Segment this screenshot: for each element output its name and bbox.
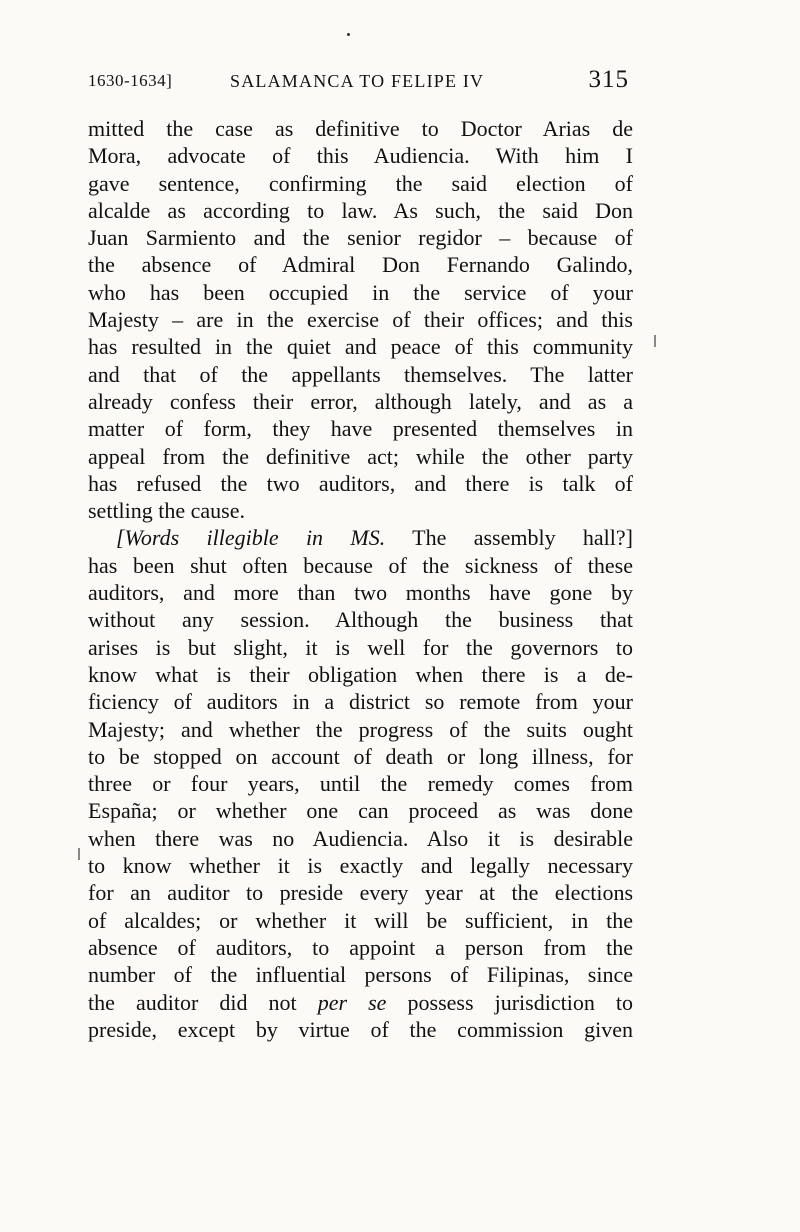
text-fragment: possess jurisdiction to xyxy=(386,989,633,1015)
text-line xyxy=(88,989,633,1016)
text-line: Mora, advocate of this Audiencia. With him I xyxy=(88,143,633,169)
text-line: when there was no Audiencia. Also it is desirable xyxy=(88,825,633,851)
text-line: España; or whether one can proceed as was done xyxy=(88,798,633,824)
text-line: Majesty – are in the exercise of their offices; and this xyxy=(88,307,633,333)
text-line: to know whether it is exactly and legally necessary xyxy=(88,853,633,879)
body-text xyxy=(88,115,633,1043)
text-line: and that of the appellants themselves. The latter xyxy=(88,361,633,387)
page-number: 315 xyxy=(588,66,629,93)
paragraph-1 xyxy=(88,115,633,524)
text-line: three or four years, until the remedy comes from xyxy=(88,771,633,797)
text-line: of alcaldes; or whether it will be sufficient, in the xyxy=(88,907,633,933)
text-line: absence of auditors, to appoint a person from the xyxy=(88,934,633,960)
text-line xyxy=(88,524,633,551)
text-line: appeal from the definitive act; while the other party xyxy=(88,443,633,469)
text-line: number of the influential persons of Filipinas, since xyxy=(88,962,633,988)
margin-mark xyxy=(78,848,80,860)
text-fragment: The assembly hall?] xyxy=(385,525,633,551)
text-line: the absence of Admiral Don Fernando Galindo, xyxy=(88,252,633,278)
text-line: ficiency of auditors in a district so remote from your xyxy=(88,689,633,715)
text-line: preside, except by virtue of the commission given xyxy=(88,1016,633,1042)
text-line: Majesty; and whether the progress of the suits ought xyxy=(88,716,633,742)
text-line: has been shut often because of the sickness of these xyxy=(88,552,633,578)
text-line: has refused the two auditors, and there is talk of xyxy=(88,470,633,496)
running-head xyxy=(88,66,633,96)
text-line: for an auditor to preside every year at the elections xyxy=(88,880,633,906)
text-line: matter of form, they have presented themselves in xyxy=(88,416,633,442)
text-line: know what is their obligation when there is a de- xyxy=(88,661,633,687)
text-line: without any session. Although the business that xyxy=(88,607,633,633)
text-line: gave sentence, confirming the said election of xyxy=(88,170,633,196)
text-line: mitted the case as definitive to Doctor Arias de xyxy=(88,116,633,141)
running-head-title: SALAMANCA TO FELIPE IV xyxy=(230,71,485,91)
text-line: Juan Sarmiento and the senior regidor – because of xyxy=(88,225,633,251)
latin-phrase: per se xyxy=(317,989,387,1015)
text-fragment: the auditor did not xyxy=(88,989,318,1015)
text-line: who has been occupied in the service of your xyxy=(88,279,633,305)
text-line: settling the cause. xyxy=(88,498,246,524)
paragraph-2 xyxy=(88,524,633,1043)
text-line: already confess their error, although lately, and as a xyxy=(88,388,633,414)
running-head-years: 1630-1634] xyxy=(88,71,173,90)
margin-mark xyxy=(654,335,656,347)
text-line: arises is but slight, it is well for the governors to xyxy=(88,634,633,660)
editorial-note: [Words illegible in MS. xyxy=(116,525,386,551)
text-line: has resulted in the quiet and peace of this community xyxy=(88,334,633,360)
text-line: alcalde as according to law. As such, the said Don xyxy=(88,197,633,223)
text-line: to be stopped on account of death or long illness, for xyxy=(88,743,633,769)
ink-speck xyxy=(347,33,350,36)
text-line: auditors, and more than two months have gone by xyxy=(88,580,633,606)
